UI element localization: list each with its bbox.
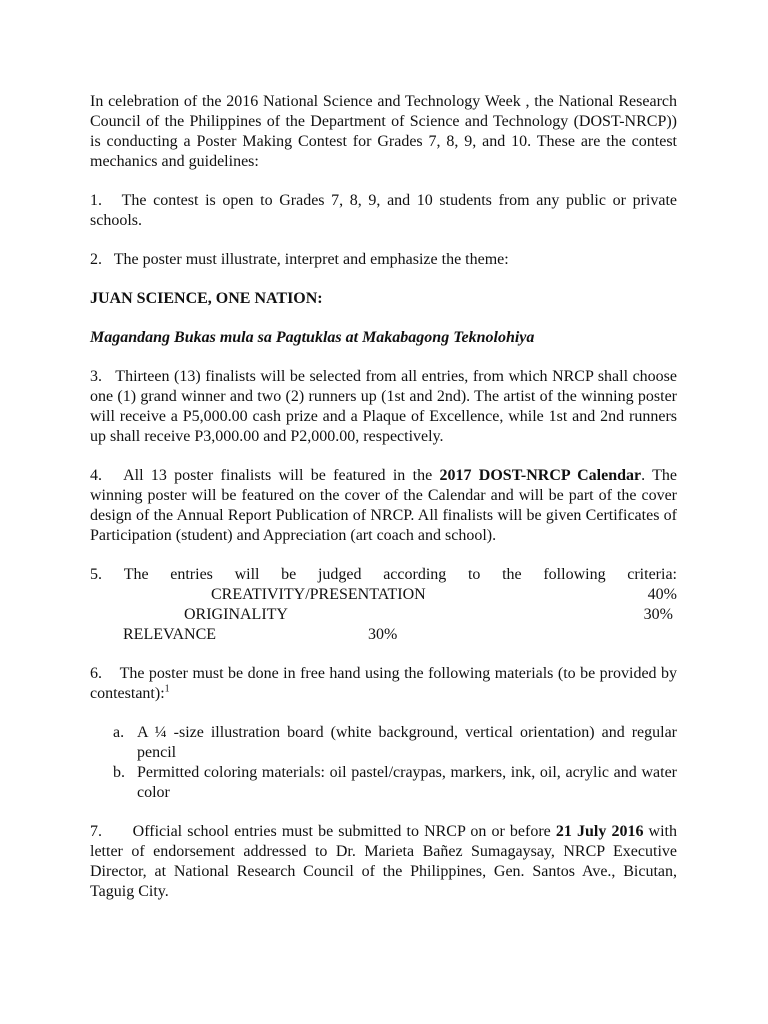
word: to bbox=[467, 566, 481, 583]
criteria-weight: 30% bbox=[643, 606, 673, 623]
word: judged bbox=[317, 566, 362, 583]
theme-subtitle: Magandang Bukas mula sa Pagtuklas at Makabagong Teknolohiya bbox=[90, 329, 535, 346]
guideline-4 bbox=[90, 466, 677, 546]
guideline-2 bbox=[90, 250, 677, 270]
guideline-number: 1. bbox=[90, 192, 102, 209]
guideline-text-cont: with letter of endorsement addressed to Dr. Marieta Bañez Sumagaysay, NRCP Executive Director, at National Research Council of the Philippines, Gen. Santos Ave., Bicutan, Taguig City. bbox=[90, 823, 678, 900]
intro-paragraph: In celebration of the 2016 National Science and Technology Week , the National Research Council of the Philippines of the Department of Science and Technology (DOST-NRCP)) is conducting a Poster Making Contest for Grades 7, 8, 9, and 10. These are the contest mechanics and guidelines: bbox=[90, 93, 677, 170]
guideline-5 bbox=[90, 565, 677, 645]
theme-title: JUAN SCIENCE, ONE NATION: bbox=[90, 290, 323, 307]
criteria-name: ORIGINALITY bbox=[184, 606, 288, 623]
criteria-row bbox=[90, 585, 677, 605]
materials-list bbox=[90, 723, 677, 803]
guideline-text: Official school entries must be submitted to NRCP on or before bbox=[132, 823, 556, 840]
guideline-number: 3. bbox=[90, 368, 102, 385]
document-page bbox=[90, 92, 677, 921]
criteria-weight: 40% bbox=[647, 586, 677, 603]
criteria-row bbox=[90, 625, 677, 645]
guideline-text-cont: . The winning poster will be featured on the cover of the Calendar and will be part of the cover design of the Annual Report Publication of NRCP. All finalists will be given Certificates of Participation (student) and Appreciation (art coach and school). bbox=[90, 467, 677, 544]
guideline-1 bbox=[90, 191, 677, 231]
deadline-date: 21 July 2016 bbox=[555, 823, 644, 840]
footnote-marker: 1 bbox=[164, 683, 170, 695]
word: criteria: bbox=[627, 566, 677, 583]
word: will bbox=[234, 566, 260, 583]
guideline-text: The poster must be done in free hand using the following materials (to be provided by contestant): bbox=[90, 665, 678, 702]
criteria-intro bbox=[90, 565, 677, 585]
criteria-weight: 30% bbox=[368, 626, 398, 643]
word: entries bbox=[170, 566, 213, 583]
list-text: A ¼ -size illustration board (white background, vertical orientation) and regular pencil bbox=[137, 724, 677, 761]
guideline-number: 2. bbox=[90, 251, 102, 268]
guideline-number: 5. bbox=[90, 566, 102, 583]
criteria-name: RELEVANCE bbox=[123, 626, 217, 643]
list-letter: a. bbox=[113, 724, 125, 741]
criteria-name: CREATIVITY/PRESENTATION bbox=[211, 586, 426, 603]
materials-item bbox=[90, 723, 677, 763]
word: be bbox=[281, 566, 297, 583]
word: following bbox=[543, 566, 606, 583]
materials-item bbox=[90, 763, 677, 803]
list-letter: b. bbox=[113, 764, 125, 781]
guideline-text: Thirteen (13) finalists will be selected from all entries, from which NRCP shall choose one (1) grand winner and two (2) runners up (1st and 2nd). The artist of the winning poster will receive a P5,000.00 cash prize and a Plaque of Excellence, while 1st and 2nd runners up shall receive P3,000.00 and P2,000.00, respectively. bbox=[90, 368, 677, 445]
guideline-number: 6. bbox=[90, 665, 102, 682]
guideline-text: All 13 poster finalists will be featured in the bbox=[123, 467, 440, 484]
guideline-3 bbox=[90, 367, 677, 447]
guideline-6 bbox=[90, 664, 677, 704]
criteria-row bbox=[90, 605, 677, 625]
word: according bbox=[383, 566, 447, 583]
word: The bbox=[123, 566, 149, 583]
word: the bbox=[502, 566, 522, 583]
guideline-number: 4. bbox=[90, 467, 102, 484]
guideline-7 bbox=[90, 822, 677, 902]
list-text: Permitted coloring materials: oil pastel/craypas, markers, ink, oil, acrylic and water color bbox=[137, 764, 677, 801]
calendar-title: 2017 DOST-NRCP Calendar bbox=[439, 467, 642, 484]
guideline-number: 7. bbox=[90, 823, 102, 840]
guideline-text: The contest is open to Grades 7, 8, 9, and 10 students from any public or private schools. bbox=[90, 192, 678, 229]
guideline-text: The poster must illustrate, interpret and emphasize the theme: bbox=[113, 251, 509, 268]
